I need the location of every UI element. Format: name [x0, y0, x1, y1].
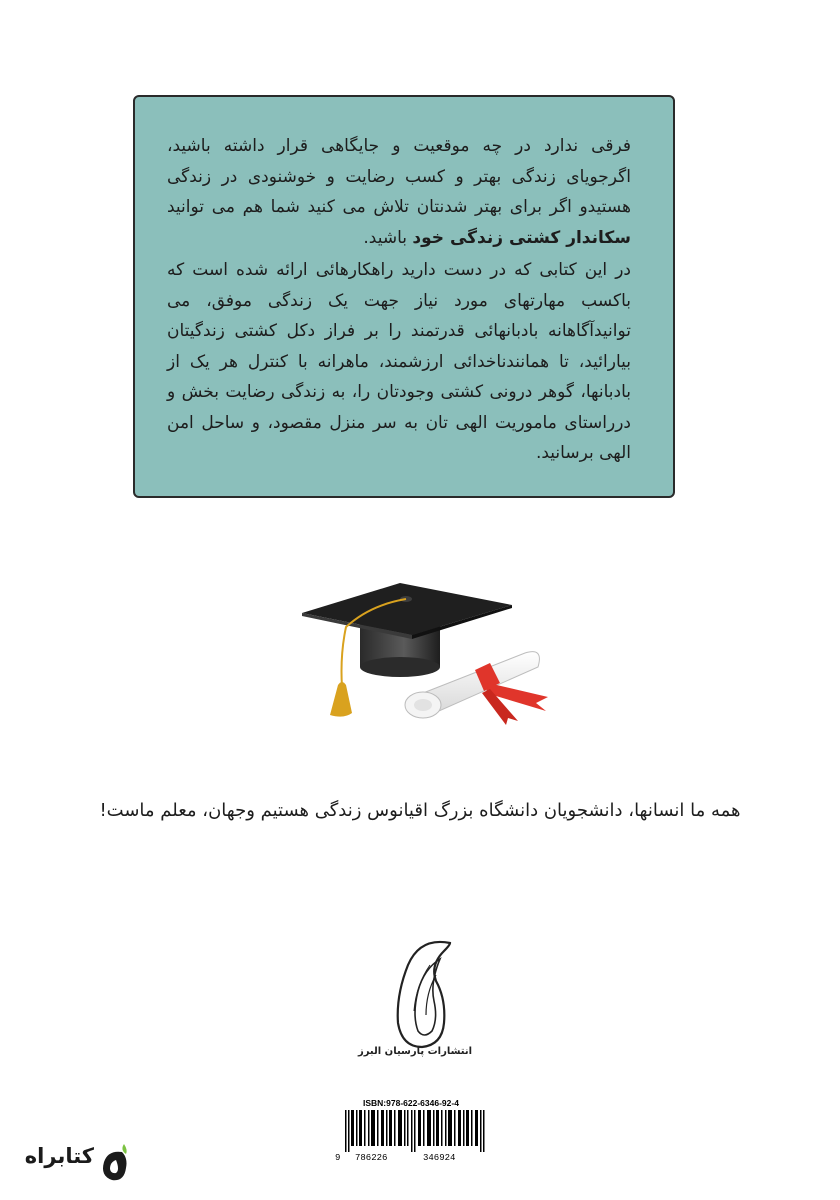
ketabrah-logo-icon — [98, 1140, 130, 1182]
motto-text: همه ما انسانها، دانشجویان دانشگاه بزرگ اقیانوس زندگی هستیم وجهان، معلم ماست! — [99, 800, 741, 821]
description-paragraph-2: در این کتابی که در دست دارید راهکارهائی ارائه شده است که باکسب مهارتهای مورد نیاز جهت یک زندگی موفق، می توانیدآگاهانه بادبانهائی قدرتمند را بر فراز دکل کشتی زندگیتان بیارائید، تا همانندناخدائی ارزشمند، ماهرانه با کنترل هر یک از بادبانها، گوهر درونی کشتی وجودتان را، به زندگی رضایت بخش و درراستای ماموریت الهی تان به سر منزل مقصود، و ساحل امن الهی برسانید. — [167, 260, 631, 463]
isbn-label: ISBN:978-622-6346-92-4 — [363, 1098, 459, 1108]
barcode-group-1: 786226 — [355, 1153, 388, 1163]
barcode-bars — [341, 1110, 487, 1152]
description-box — [133, 95, 675, 498]
barcode-group-2: 346924 — [423, 1153, 456, 1163]
paragraph-text: فرقی ندارد در چه موقعیت و جایگاهی قرار داشته باشید، اگرجویای زندگی بهتر و کسب رضایت و خوشنودی در زندگی هستیدو اگر برای بهتر شدنتان تلاش می کنید شما هم می توانید — [167, 136, 631, 217]
barcode-lead-digit: 9 — [335, 1153, 341, 1163]
bold-phrase: سکاندار کشتی زندگی خود — [412, 227, 631, 248]
ketabrah-watermark — [14, 1140, 129, 1185]
graduation-cap-diploma-icon — [300, 575, 555, 725]
paragraph-text-end: باشید. — [363, 227, 413, 248]
ketabrah-text: کتابراه — [24, 1144, 94, 1168]
isbn-barcode — [335, 1098, 490, 1190]
description-paragraph-1 — [167, 131, 631, 253]
publisher-name: انتشارات پارسیان البرز — [357, 1046, 473, 1057]
